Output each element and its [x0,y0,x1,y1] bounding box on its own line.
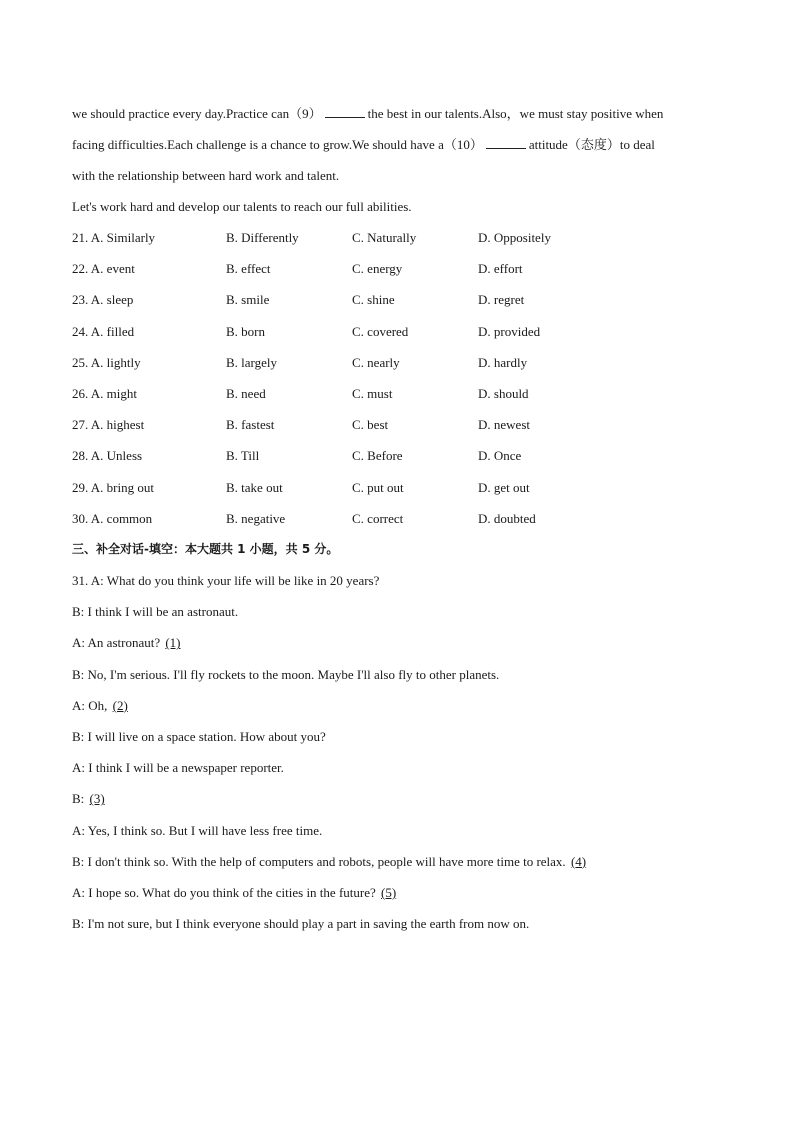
option-d: D. provided [478,323,541,339]
dialogue-line [72,846,722,877]
option-c: C. Before [352,448,403,464]
option-d: D. newest [478,417,530,433]
question-row [72,347,722,378]
question-row [72,316,722,347]
option-d: D. effort [478,261,523,277]
option-c: C. nearly [352,354,400,370]
option-c: C. shine [352,292,395,308]
dialogue-blank: (3) [89,791,105,807]
dialogue-text: B: [72,791,88,807]
passage-text: we should practice every day.Practice can（9） [72,106,322,121]
question-row [72,440,722,471]
option-a: 24. A. filled [72,323,135,339]
option-b: B. smile [226,292,270,308]
option-a: 30. A. common [72,510,153,526]
dialogue-text: A: Oh, [72,697,111,713]
option-d: D. hardly [478,354,528,370]
passage-text: facing difficulties.Each challenge is a chance to grow.We should have a（10） [72,137,483,152]
option-a: 26. A. might [72,385,138,401]
question-row [72,472,722,503]
dialogue-blank: (5) [381,884,397,900]
option-d: D. regret [478,292,525,308]
dialogue-line: B: I think I will be an astronaut. [72,604,239,620]
question-row [72,284,722,315]
option-c: C. covered [352,323,409,339]
option-d: D. should [478,385,529,401]
option-c: C. Naturally [352,230,417,245]
section-heading: 三、补全对话-填空：本大题共 1 小题，共 5 分。 [72,541,339,556]
option-c: C. best [352,417,389,433]
option-a: 21. A. Similarly [72,230,156,245]
dialogue-line: B: I'm not sure, but I think everyone should play a part in saving the earth from now on. [72,916,530,932]
dialogue-blank: (1) [165,635,181,651]
dialogue-text: B: I don't think so. With the help of computers and robots, people will have more time to relax. [72,853,569,869]
option-d: D. Oppositely [478,230,551,245]
passage-line: Let's work hard and develop our talents to reach our full abilities. [72,199,412,214]
option-b: B. fastest [226,417,275,433]
option-c: C. must [352,385,393,401]
option-a: 23. A. sleep [72,292,134,308]
option-b: B. Differently [226,230,299,245]
dialogue-line: A: Yes, I think so. But I will have less free time. [72,822,323,838]
question-row [72,409,722,440]
option-b: B. need [226,385,266,401]
answer-blank [325,107,365,118]
option-a: 27. A. highest [72,417,145,433]
question-row [72,253,722,284]
question-row [72,503,722,534]
dialogue-line [72,627,722,658]
option-a: 22. A. event [72,261,135,277]
option-d: D. doubted [478,510,536,526]
option-c: C. put out [352,479,404,495]
option-c: C. energy [352,261,403,277]
option-d: D. Once [478,448,522,464]
dialogue-text: A: An astronaut? [72,635,164,651]
dialogue-line [72,783,722,814]
passage-text: attitude（态度）to deal [528,137,655,152]
option-b: B. take out [226,479,283,495]
question-row [72,222,722,253]
answer-blank [486,138,526,149]
option-b: B. effect [226,261,271,277]
dialogue-line [72,877,722,908]
dialogue-line [72,690,722,721]
passage-line [72,129,722,160]
dialogue-line: 31. A: What do you think your life will be like in 20 years? [72,573,380,589]
option-a: 25. A. lightly [72,354,141,370]
document-page [72,98,722,939]
passage-line: with the relationship between hard work and talent. [72,168,340,183]
option-c: C. correct [352,510,404,526]
dialogue-line: B: I will live on a space station. How about you? [72,729,326,744]
dialogue-text: A: I hope so. What do you think of the cities in the future? [72,884,379,900]
option-b: B. Till [226,448,260,464]
passage-text: the best in our talents.Also，we must stay positive when [367,106,664,121]
options-list [72,222,722,534]
dialogue-blank: (2) [112,697,128,713]
passage-line [72,98,722,129]
option-a: 29. A. bring out [72,479,154,495]
dialogue-blank: (4) [570,853,587,869]
option-b: B. largely [226,354,278,370]
dialogue-line: A: I think I will be a newspaper reporter. [72,760,284,776]
dialogue-line: B: No, I'm serious. I'll fly rockets to the moon. Maybe I'll also fly to other planets. [72,666,500,682]
question-row [72,378,722,409]
option-d: D. get out [478,479,530,495]
option-b: B. born [226,323,265,339]
option-a: 28. A. Unless [72,448,143,464]
option-b: B. negative [226,510,286,526]
